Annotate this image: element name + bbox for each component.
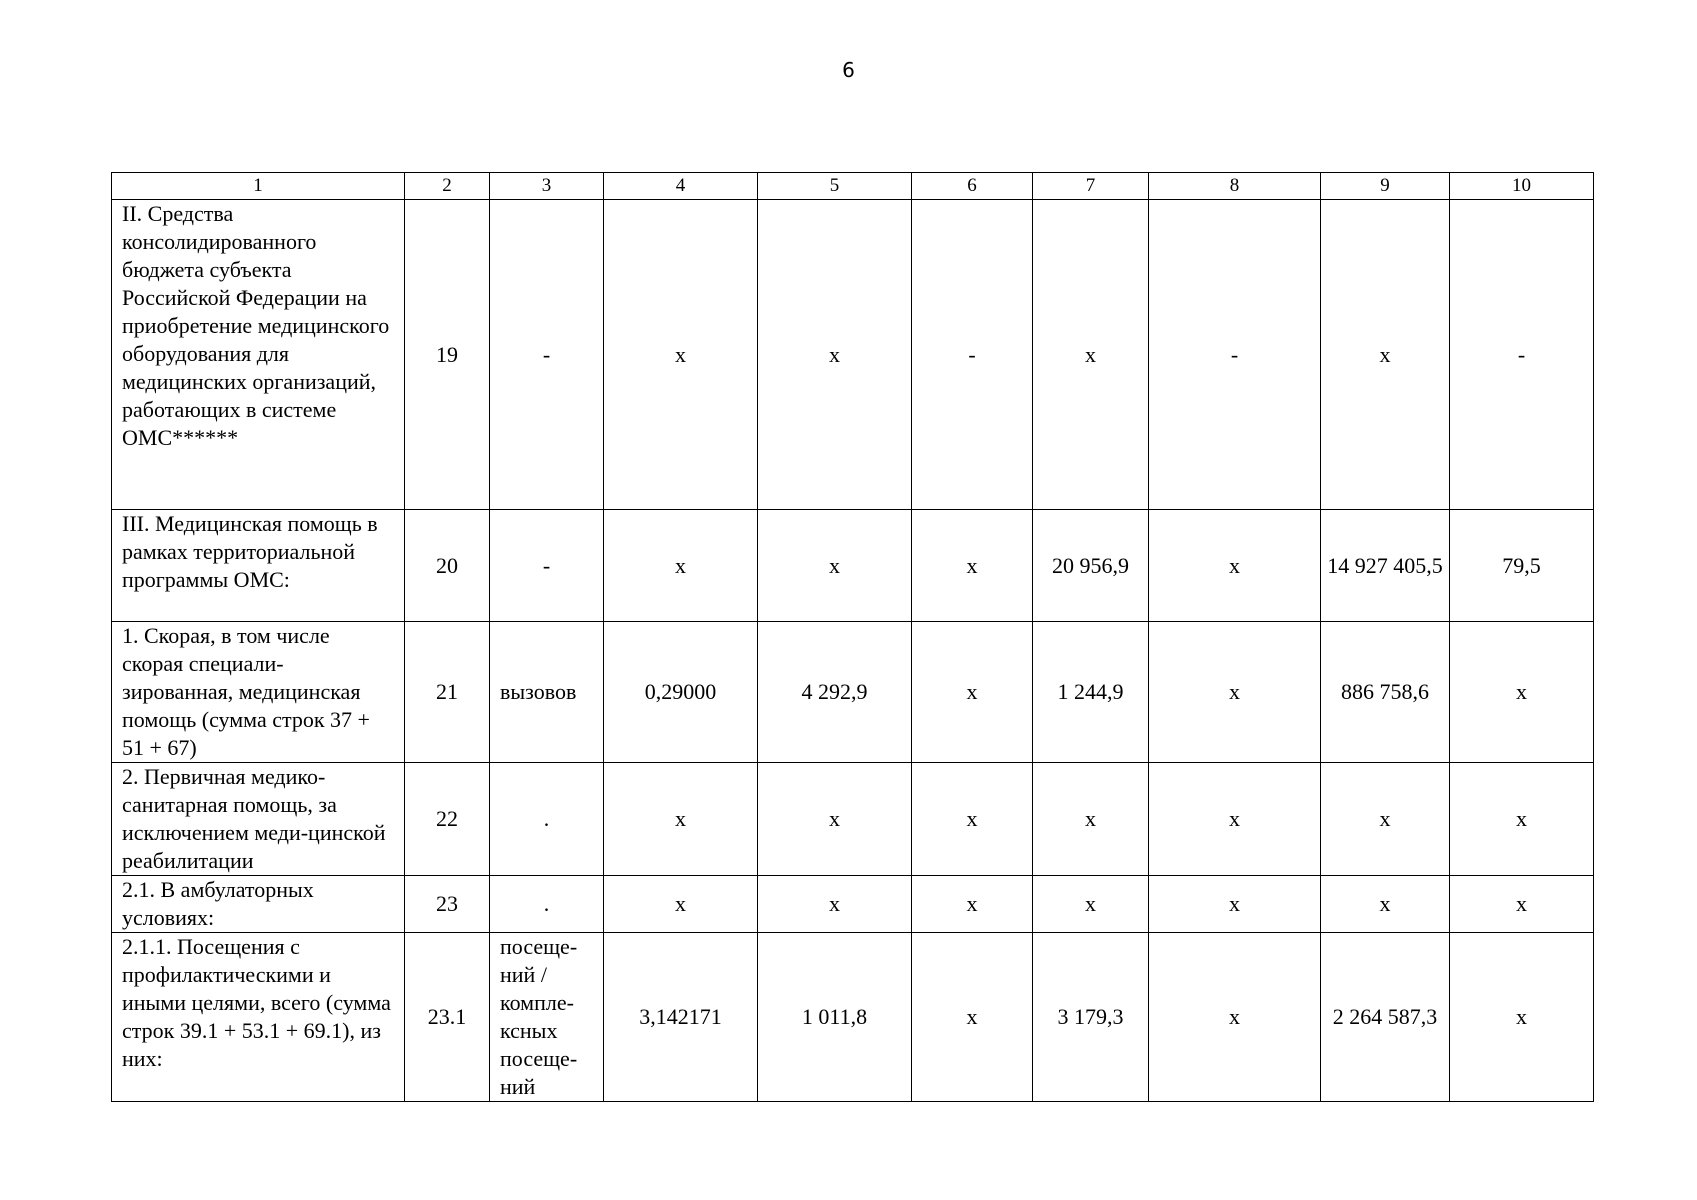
table-cell: 20 956,9: [1033, 510, 1149, 622]
table-cell: х: [1149, 876, 1321, 933]
table-cell: 0,29000: [604, 622, 758, 763]
header-cell: 3: [490, 173, 604, 200]
table-row: [112, 622, 1594, 763]
table-cell: х: [1149, 933, 1321, 1102]
table-cell: 19: [405, 200, 490, 510]
table-cell: -: [1450, 200, 1594, 510]
table-cell: х: [1149, 510, 1321, 622]
header-cell: 9: [1321, 173, 1450, 200]
table-cell: х: [912, 933, 1033, 1102]
table-cell: х: [758, 200, 912, 510]
row-name-cell: 1. Скорая, в том числе скорая специали-зированная, медицинская помощь (сумма строк 37 + 51 + 67): [112, 622, 405, 763]
header-cell: 2: [405, 173, 490, 200]
table-cell: х: [1450, 933, 1594, 1102]
table-cell: 23: [405, 876, 490, 933]
table-cell: х: [1033, 763, 1149, 876]
table-cell: 14 927 405,5: [1321, 510, 1450, 622]
table-cell: х: [912, 876, 1033, 933]
data-table: [111, 172, 1594, 1102]
table-cell: 79,5: [1450, 510, 1594, 622]
table-cell: х: [604, 200, 758, 510]
table-row: [112, 933, 1594, 1102]
table-cell: х: [604, 510, 758, 622]
table-cell: .: [490, 763, 604, 876]
table-cell: х: [1450, 622, 1594, 763]
table-cell: х: [604, 763, 758, 876]
table-row: [112, 200, 1594, 510]
table-row: [112, 763, 1594, 876]
row-name-cell: II. Средства консолидированного бюджета субъекта Российской Федерации на приобретение медицинского оборудования для медицинских организаций, работающих в системе ОМС******: [112, 200, 405, 510]
table-cell: х: [604, 876, 758, 933]
table-cell: х: [1033, 200, 1149, 510]
table-cell: х: [1450, 876, 1594, 933]
table-cell: х: [912, 763, 1033, 876]
table-row: [112, 876, 1594, 933]
page-number: 6: [842, 58, 855, 82]
table-cell: х: [758, 876, 912, 933]
table-cell: 22: [405, 763, 490, 876]
table-cell: -: [912, 200, 1033, 510]
table-cell: .: [490, 876, 604, 933]
table-cell: х: [1321, 200, 1450, 510]
header-cell: 10: [1450, 173, 1594, 200]
table-cell: 3 179,3: [1033, 933, 1149, 1102]
header-cell: 7: [1033, 173, 1149, 200]
table-cell: х: [1321, 763, 1450, 876]
table-cell: -: [1149, 200, 1321, 510]
table-cell: х: [912, 622, 1033, 763]
table-cell: 1 011,8: [758, 933, 912, 1102]
table-cell: х: [1149, 622, 1321, 763]
table-cell: х: [758, 510, 912, 622]
header-cell: 1: [112, 173, 405, 200]
table-cell: х: [758, 763, 912, 876]
table-cell: 20: [405, 510, 490, 622]
table-cell: -: [490, 510, 604, 622]
table-cell: х: [1450, 763, 1594, 876]
unit-cell: вызовов: [490, 622, 604, 763]
row-name-cell: 2.1.1. Посещения с профилактическими и иными целями, всего (сумма строк 39.1 + 53.1 + 69.1), из них:: [112, 933, 405, 1102]
table-cell: х: [1149, 763, 1321, 876]
row-name-cell: III. Медицинская помощь в рамках территориальной программы ОМС:: [112, 510, 405, 622]
table-cell: х: [912, 510, 1033, 622]
table-cell: х: [1033, 876, 1149, 933]
header-cell: 5: [758, 173, 912, 200]
header-cell: 4: [604, 173, 758, 200]
table-header-row: [112, 173, 1594, 200]
header-cell: 6: [912, 173, 1033, 200]
row-name-cell: 2. Первичная медико-санитарная помощь, за исключением меди-цинской реабилитации: [112, 763, 405, 876]
table-cell: 4 292,9: [758, 622, 912, 763]
table-cell: 886 758,6: [1321, 622, 1450, 763]
row-name-cell: 2.1. В амбулаторных условиях:: [112, 876, 405, 933]
table-cell: 23.1: [405, 933, 490, 1102]
table-cell: 1 244,9: [1033, 622, 1149, 763]
table-cell: -: [490, 200, 604, 510]
table-cell: 21: [405, 622, 490, 763]
table-cell: 3,142171: [604, 933, 758, 1102]
table-cell: 2 264 587,3: [1321, 933, 1450, 1102]
unit-cell: посеще-ний / компле-ксных посеще-ний: [490, 933, 604, 1102]
header-cell: 8: [1149, 173, 1321, 200]
table-row: [112, 510, 1594, 622]
table-cell: х: [1321, 876, 1450, 933]
